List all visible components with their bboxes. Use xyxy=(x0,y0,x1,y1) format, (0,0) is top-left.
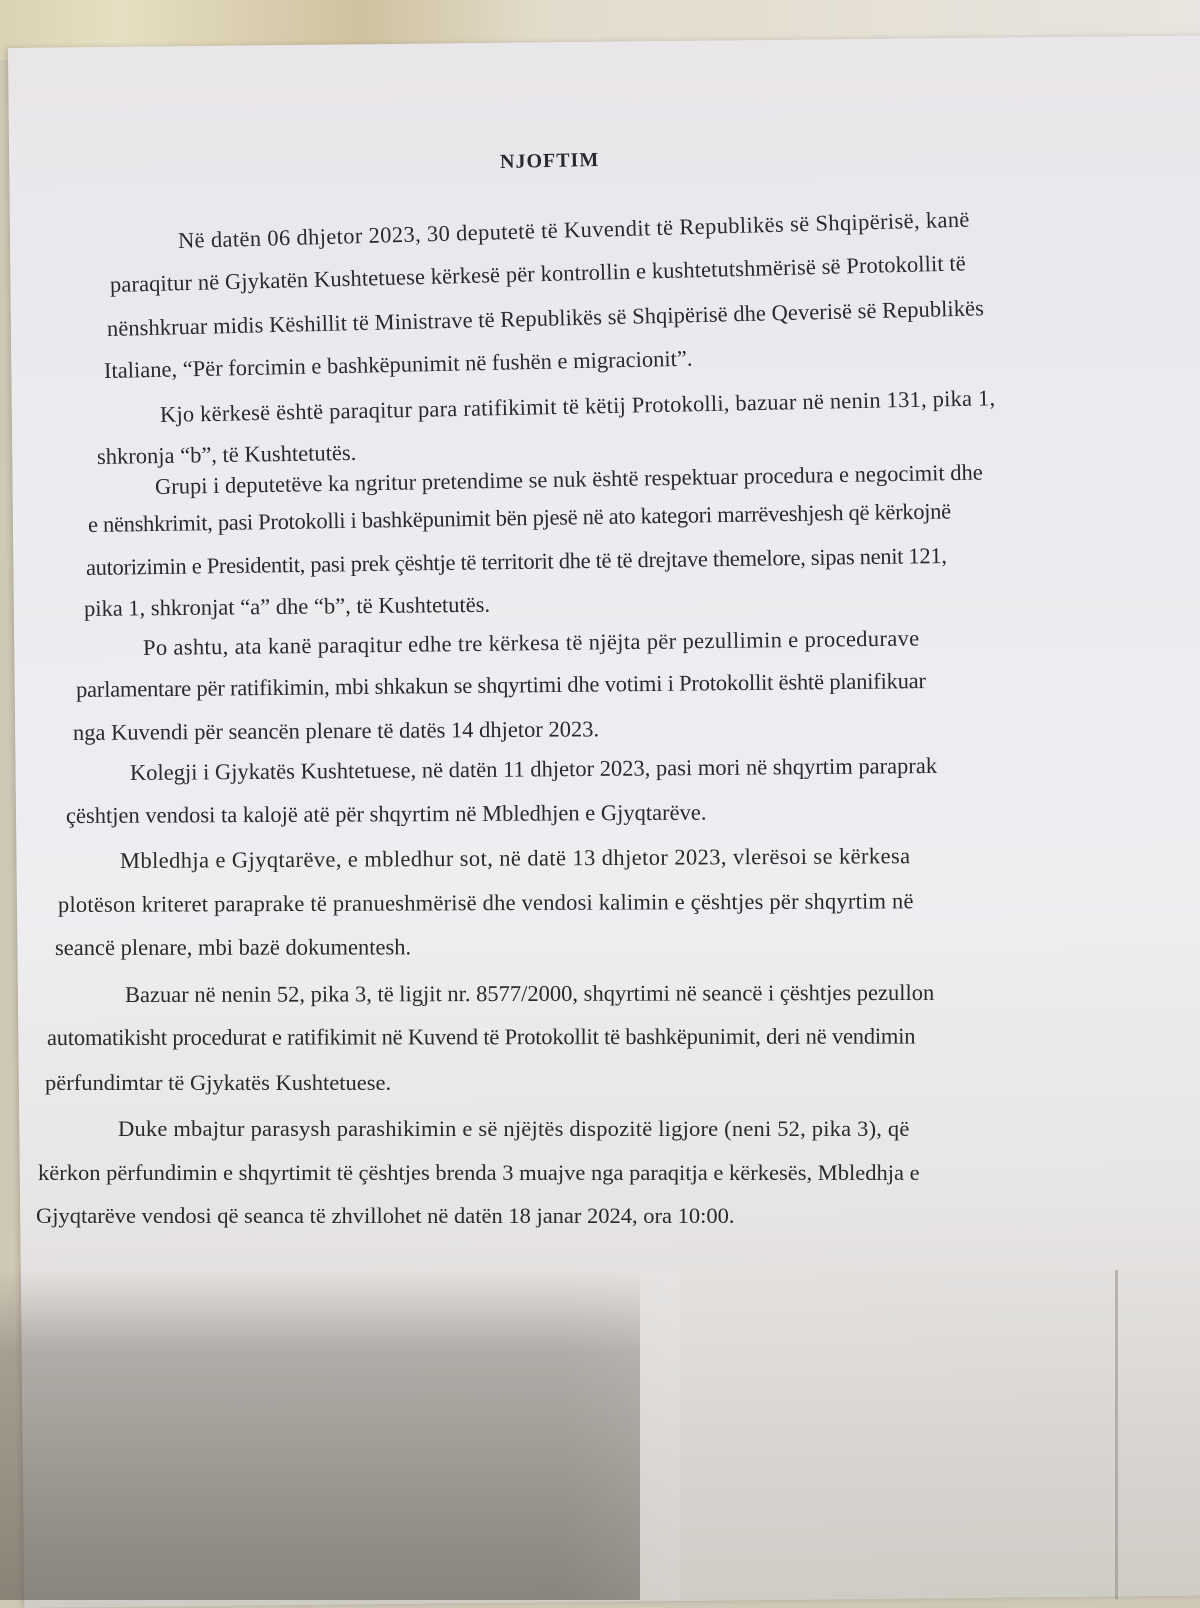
paragraph-4-line-2: parlamentare për ratifikimin, mbi shkakun se shqyrtimi dhe votimi i Protokollit është planifikuar xyxy=(75,668,926,702)
paragraph-3-line-1: Grupi i deputetëve ka ngritur pretendime se nuk është respektuar procedura e negocimit dhe xyxy=(154,459,983,499)
paragraph-1-line-4: Italiane, “Për forcimin e bashkëpunimit në fushën e migracionit”. xyxy=(103,345,693,383)
paragraph-7-line-2: automatikisht procedurat e ratifikimit në Kuvend të Protokollit të bashkëpunimit, deri në vendimin xyxy=(46,1023,916,1050)
paragraph-1-line-1: Në datën 06 dhjetor 2023, 30 deputetë të Kuvendit të Republikës së Shqipërisë, kanë xyxy=(177,206,971,253)
paragraph-1-line-2: paraqitur në Gjykatën Kushtetuese kërkesë për kontrollin e kushtetutshmërisë së Protokollit të xyxy=(109,250,967,297)
paragraph-6-line-1: Mbledhja e Gjyqtarëve, e mbledhur sot, në datë 13 dhjetor 2023, vlerësoi se kërkesa xyxy=(119,843,911,873)
paragraph-5-line-2: çështjen vendosi ta kalojë atë për shqyrtim në Mbledhjen e Gjyqtarëve. xyxy=(65,799,707,828)
shadow-edge xyxy=(560,1270,680,1600)
paragraph-2-line-1: Kjo kërkesë është paraqitur para ratifikimit të këtij Protokolli, bazuar në nenin 131, pika 1, xyxy=(159,385,996,427)
paragraph-8-line-2: kërkon përfundimin e shqyrtimit të çështjes brenda 3 muajve nga paraqitja e kërkesës, Mbledhja e xyxy=(38,1160,920,1185)
paragraph-3-line-2: e nënshkrimit, pasi Protokolli i bashkëpunimit bën pjesë në ato kategori marrëveshjesh që kërkojnë xyxy=(87,498,951,537)
paragraph-5-line-1: Kolegji i Gjykatës Kushtetuese, në datën 11 dhjetor 2023, pasi mori në shqyrtim paraprak xyxy=(129,752,938,785)
paragraph-6-line-2: plotëson kriteret paraprake të pranueshmërisë dhe vendosi kalimin e çështjes për shqyrtim në xyxy=(57,888,914,917)
paragraph-4-line-1: Po ashtu, ata kanë paraqitur edhe tre kërkesa të njëjta për pezullimin e procedurave xyxy=(142,625,920,660)
paragraph-7-line-1: Bazuar në nenin 52, pika 3, të ligjit nr. 8577/2000, shqyrtimi në seancë i çështjes pezullon xyxy=(124,979,935,1007)
paragraph-2-line-2: shkronja “b”, të Kushtetutës. xyxy=(96,439,357,469)
paragraph-8-line-1: Duke mbajtur parasysh parashikimin e së njëjtës dispozitë ligjore (neni 52, pika 3), që xyxy=(118,1116,910,1141)
paragraph-3-line-3: autorizimin e Presidentit, pasi prek çështje të territorit dhe të të drejtave themelore, sipas nenit 121, xyxy=(85,542,947,580)
paragraph-7-line-3: përfundimtar të Gjykatës Kushtetuese. xyxy=(45,1070,392,1095)
document-title: NJOFTIM xyxy=(499,148,600,174)
paragraph-4-line-3: nga Kuvendi për seancën plenare të datës 14 dhjetor 2023. xyxy=(72,716,600,745)
paragraph-8-line-3: Gjyqtarëve vendosi që seanca të zhvillohet në datën 18 janar 2024, ora 10:00. xyxy=(36,1203,735,1228)
paragraph-3-line-4: pika 1, shkronjat “a” dhe “b”, të Kushtetutës. xyxy=(83,591,491,621)
paragraph-6-line-3: seancë plenare, mbi bazë dokumentesh. xyxy=(54,934,412,960)
paragraph-1-line-3: nënshkruar midis Këshillit të Ministrave të Republikës së Shqipërisë dhe Qeverisë së Republikës xyxy=(106,295,985,341)
